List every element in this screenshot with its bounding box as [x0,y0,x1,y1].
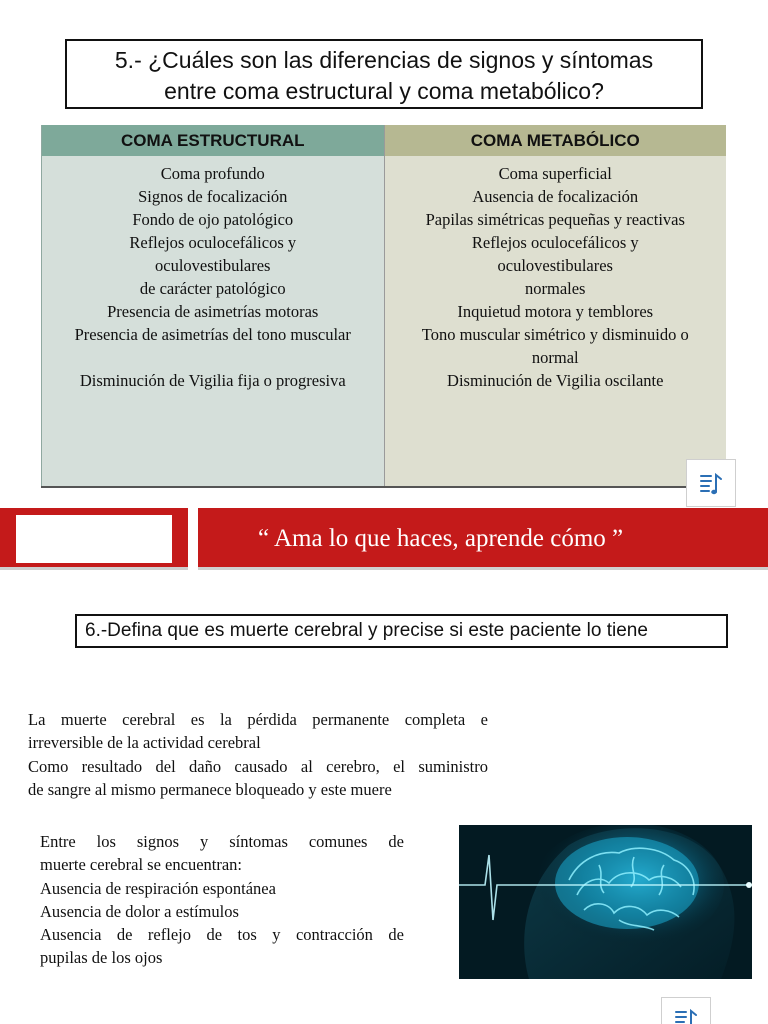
list-item: Presencia de asimetrías motoras [107,302,319,321]
brain-scan-image [459,825,752,979]
structural-coma-column [41,125,384,486]
list-item: Papilas simétricas pequeñas y reactivas [425,210,685,229]
structural-coma-list [42,156,384,486]
list-item: Tono muscular simétrico y disminuido o [421,325,689,344]
question-6-text: 6.-Defina que es muerte cerebral y precise si este paciente lo tiene [85,620,648,641]
metabolic-coma-header: COMA METABÓLICO [385,125,727,156]
list-item: Coma profundo [160,164,265,183]
list-item: Presencia de asimetrías del tono muscular [74,325,351,344]
list-item: Disminución de Vigilia oscilante [447,371,664,390]
list-item: normal [531,348,579,367]
signs-line: pupilas de los ojos [40,948,163,968]
list-item: Reflejos oculocefálicos y [471,233,639,252]
structural-coma-header: COMA ESTRUCTURAL [42,125,384,156]
quote-text: “ Ama lo que haces, aprende cómo ” [258,525,624,552]
playlist-music-button[interactable] [686,459,736,507]
list-item: Fondo de ojo patológico [132,210,294,229]
banner-blank-panel [16,515,172,563]
metabolic-coma-column [384,125,727,486]
brain-death-definition [28,708,488,801]
list-item: de carácter patológico [139,279,286,298]
signs-line: Ausencia de reflejo de tos y contracción de [40,925,404,945]
list-item: Inquietud motora y temblores [457,302,654,321]
definition-line: de sangre al mismo permanece bloqueado y este muere [28,779,392,799]
list-item: normales [525,279,586,298]
question-5-box [65,39,703,109]
signs-line: muerte cerebral se encuentran: [40,855,243,875]
playlist-music-icon [673,1006,699,1024]
list-item: Disminución de Vigilia fija o progresiva [79,371,346,390]
list-item: Signos de focalización [138,187,288,206]
question-6-box [75,614,728,648]
definition-line: La muerte cerebral es la pérdida permanente completa e [28,710,488,729]
signs-line: Entre los signos y síntomas comunes de [40,832,404,851]
question-5-line-2: entre coma estructural y coma metabólico? [164,78,604,104]
list-item: oculovestibulares [155,256,271,275]
list-item: Ausencia de focalización [472,187,639,206]
playlist-music-icon [698,470,724,496]
definition-line: irreversible de la actividad cerebral [28,733,261,753]
definition-line: Como resultado del daño causado al cerebro, el suministro [28,756,488,776]
list-item: Coma superficial [498,164,612,183]
question-5-line-1: 5.- ¿Cuáles son las diferencias de signos y síntomas [114,47,654,73]
signs-line: Ausencia de respiración espontánea [40,878,276,898]
metabolic-coma-list [385,156,727,486]
comparison-table [41,125,726,488]
quote-banner [198,508,768,570]
list-item: oculovestibulares [497,256,613,275]
banner-left-block [0,508,188,570]
brain-death-signs [40,830,404,970]
playlist-music-button-bottom[interactable] [661,997,711,1024]
signs-line: Ausencia de dolor a estímulos [40,901,239,921]
list-item: Reflejos oculocefálicos y [129,233,297,252]
